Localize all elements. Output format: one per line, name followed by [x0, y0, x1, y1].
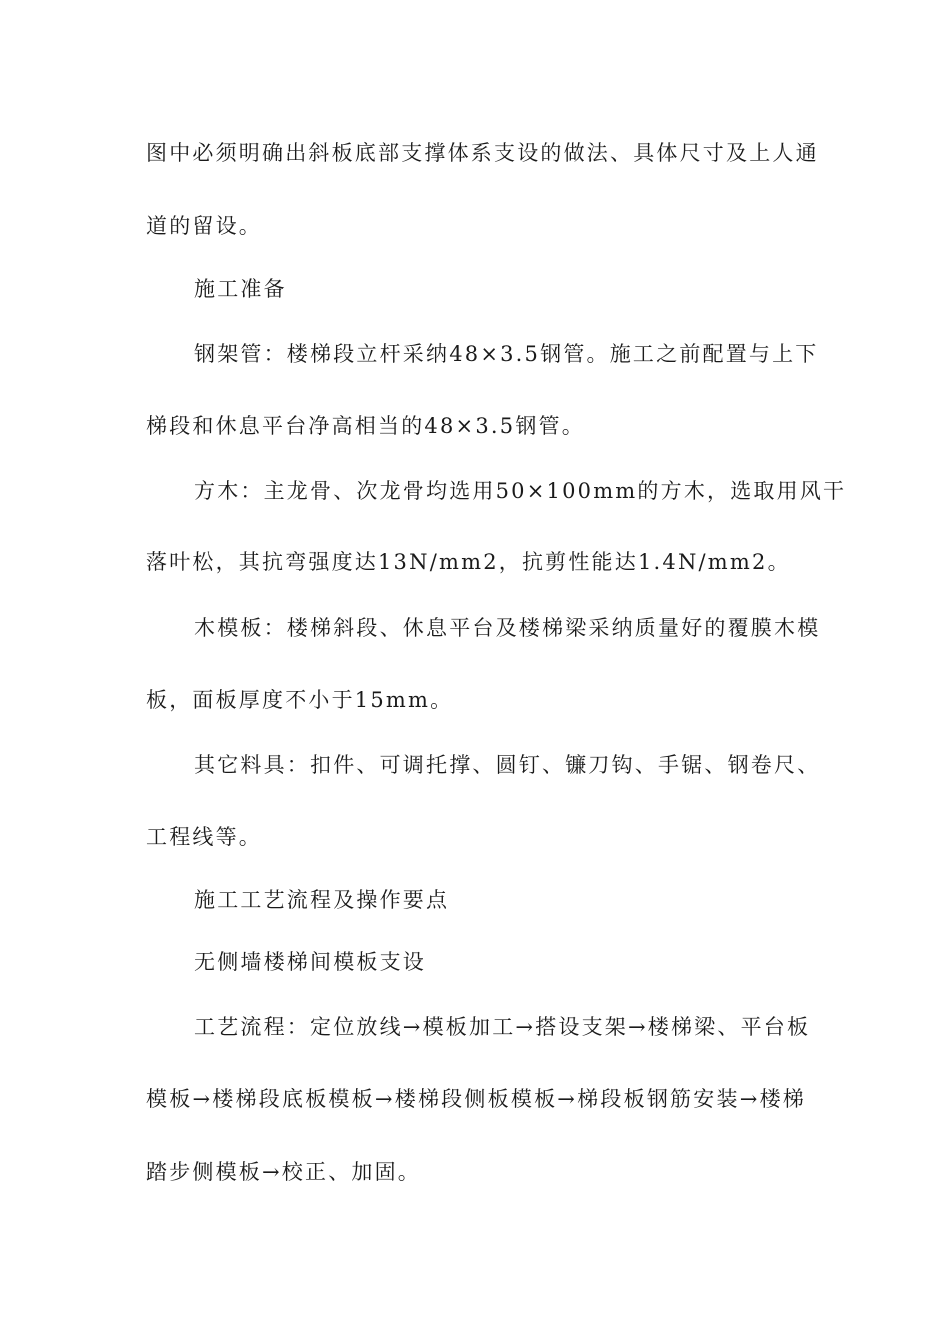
- text-line: 踏步侧模板→校正、加固。: [146, 1160, 421, 1184]
- text-line: 其它料具：扣件、可调托撑、圆钉、镰刀钩、手锯、钢卷尺、: [194, 753, 821, 777]
- text-line: 方木：主龙骨、次龙骨均选用50×100mm的方木，选取用风干: [194, 479, 847, 503]
- text-line: 木模板：楼梯斜段、休息平台及楼梯梁采纳质量好的覆膜木模: [194, 616, 821, 640]
- text-line: 落叶松，其抗弯强度达13N/mm2，抗剪性能达1.4N/mm2。: [146, 550, 791, 574]
- text-line: 模板→楼梯段底板模板→楼梯段侧板模板→梯段板钢筋安装→楼梯: [146, 1087, 806, 1111]
- section-heading: 施工准备: [194, 277, 287, 301]
- subsection-heading: 无侧墙楼梯间模板支设: [194, 950, 426, 974]
- text-line: 梯段和休息平台净高相当的48×3.5钢管。: [146, 414, 585, 438]
- section-heading: 施工工艺流程及操作要点: [194, 888, 450, 912]
- text-line: 板，面板厚度不小于15mm。: [146, 688, 454, 712]
- text-line: 道的留设。: [146, 214, 262, 238]
- text-line: 工艺流程：定位放线→模板加工→搭设支架→楼梯梁、平台板: [194, 1015, 811, 1039]
- text-line: 图中必须明确出斜板底部支撑体系支设的做法、具体尺寸及上人通: [146, 141, 819, 165]
- text-line: 钢架管：楼梯段立杆采纳48×3.5钢管。施工之前配置与上下: [194, 342, 819, 366]
- text-line: 工程线等。: [146, 825, 262, 849]
